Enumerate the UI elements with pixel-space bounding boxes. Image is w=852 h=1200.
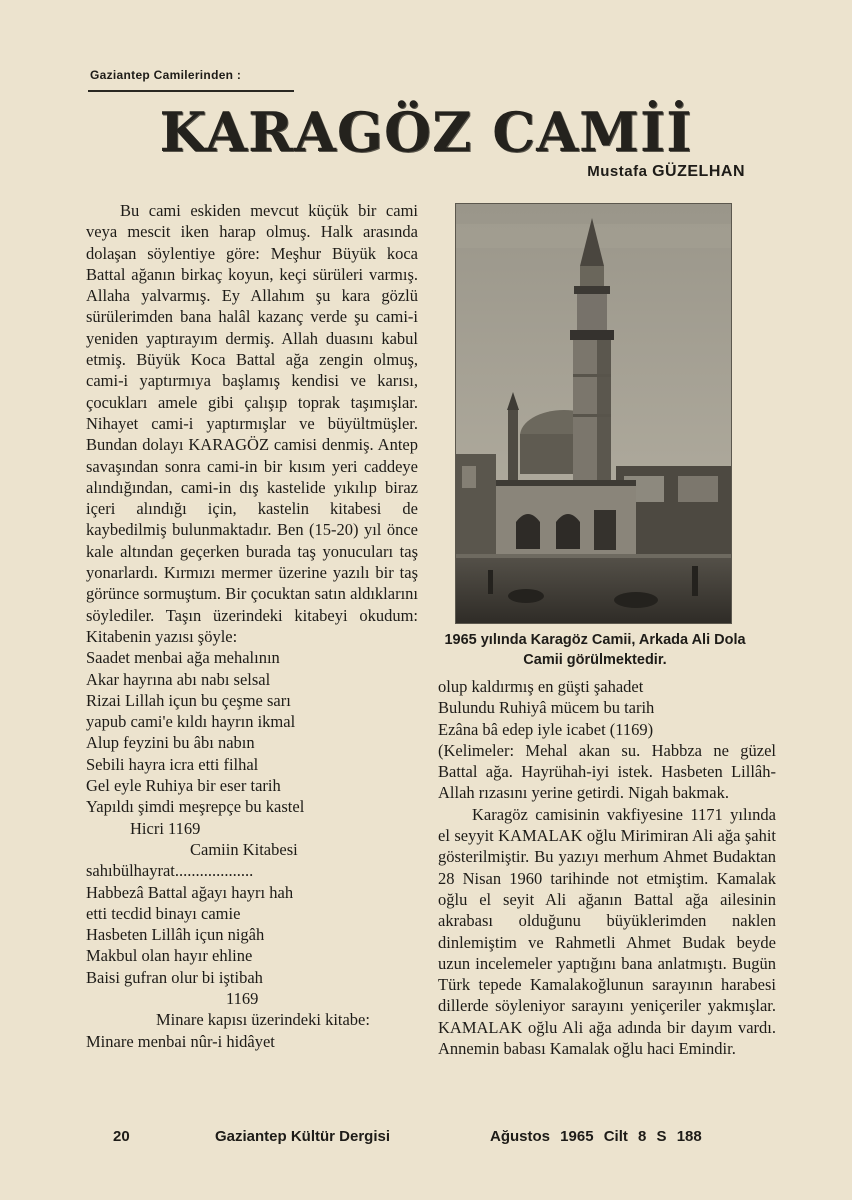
poem-line: Saadet menbai ağa mehalının [86,648,280,668]
poem-line: Bulundu Ruhiyâ mücem bu tarih [438,698,655,718]
poem-line: Minare menbai nûr-i hidâyet [86,1031,275,1051]
poem-line: Baisi gufran olur bi iştibah [86,967,263,987]
body-paragraph: Karagöz camisinin vakfiyesine 1171 yılında el seyyit KAMALAK oğlu Mirimiran Ali ağa şahit gösterilmiştir. Bu yazıyı merhum Ahmet Budaktan 28 Nisan 1960 tarihinde not etmiştim. Kamalak oğlu el seyit Ali ağanın Battal ağa ailesinin akrabası olduğunu büyüklerimden naklen dinlemiştim ve Rahmetli Ahmet Budak beyde uzun incelemeler yaptığını bana anlatmıştı. Bugün Türk tepede Kamalakoğlunun sarayının harabesi dillerde söyleniyor sarayını yeniçeriler yakmışlar. KAMALAK oğlu Ali ağa adında bir dayım vardı. Annemin babası Kamalak oğlu haci Emindir. [438,804,776,1059]
mosque-photo [455,203,732,624]
poem-line: Habbezâ Battal ağayı hayrı hah [86,882,294,902]
fountain-inscription [86,647,418,1052]
poem-line: Makbul olan hayır ehline [86,946,253,966]
poem-date: Hicri 1169 [130,818,201,838]
minaret-inscription [438,676,776,740]
glossary-paragraph: (Kelimeler: Mehal akan su. Habbza ne güzel Battal ağa. Hayrühah-iyi istek. Hasbeten Lillâh-Allah rızasını yerine getirdi. Nigah bakmak. [438,740,776,803]
author-first-name: Mustafa [587,163,648,180]
poem-line: etti tecdid binayı camie [86,903,241,923]
poem-line: Hasbeten Lillâh içun nigâh [86,925,265,945]
photo-caption: 1965 yılında Karagöz Camii, Arkada Ali Dola Camii görülmektedir. [444,632,746,668]
page-number: 20 [113,1128,130,1145]
series-underline [88,90,294,92]
right-column [438,676,776,1059]
journal-name: Gaziantep Kültür Dergisi [215,1128,391,1145]
issue-info: Ağustos 1965 Cilt 8 S 188 [490,1128,702,1145]
poem-line: Sebili hayra icra etti filhal [86,754,259,774]
minaret-inscription-heading: Minare kapısı üzerindeki kitabe: [156,1010,370,1030]
author-last-name: GÜZELHAN [652,163,745,180]
poem-line: Alup feyzini bu âbı nabın [86,733,255,753]
left-column [86,200,418,1052]
series-heading: Gaziantep Camilerinden : [90,68,242,82]
intro-paragraph: Bu cami eskiden mevcut küçük bir cami veya mescit iken harap olmuş. Halk arasında dolaşan söylentiye göre: Meşhur Büyük koca Battal ağanın birkaç koyun, keçi sürüleri varmış. Allaha yalvarmış. Ey Allahım şu kara gözlü sürülerimden bana halâl kazanç verde şu cami-i yeniden yaptırayım dermiş. Allah duasını kabul etmiş. Büyük Koca Battal ağa zengin olmuş, cami-i yaptırmıya başlamış kendisi ve karısı, çocukları amele gibi çalışıp toprak taşımışlar. Nihayet cami-i yaptırmışlar ve büyültmüşler. Bundan dolayı KARAGÖZ camisi denmiş. Antep savaşından sonra cami-in bir kısım yeri caddeye alındığından, cami-in dış kastelide yıkılıp biraz içeri alındığı için, kastelin kitabesi de kaybedilmiş bulunmaktadır. Ben (15-20) yıl önce kale altından geçerken burada taş yonucuları taş yonarlardı. Kırmızı mermer üzerine yazılı bir taş görünce sormuştum. Bir çocuktan satın aldıklarını söylediler. Taşın üzerindeki kitabeyi okudum: Kitabenin yazısı şöyle: [86,201,418,646]
poem-line: Akar hayrına abı nabı selsal [86,669,271,689]
poem-line: Yapıldı şimdi meşrepçe bu kastel [86,797,305,817]
author-byline [587,163,745,181]
poem-date: 1169 [226,988,259,1008]
poem-line: yapub cami'e kıldı hayrın ikmal [86,712,296,732]
poem-line: olup kaldırmış en güşti şahadet [438,677,644,696]
poem-line: Gel eyle Ruhiya bir eser tarih [86,776,281,796]
poem-line: sahıbülhayrat................... [86,861,254,881]
article-title: KARAGÖZ CAMİİ [159,100,693,164]
poem-line: Ezâna bâ edep iyle icabet (1169) [438,719,654,739]
mosque-photo-illustration [456,204,731,623]
poem-line: Rizai Lillah içun bu çeşme sarı [86,690,291,710]
mosque-inscription-heading: Camiin Kitabesi [190,839,298,859]
